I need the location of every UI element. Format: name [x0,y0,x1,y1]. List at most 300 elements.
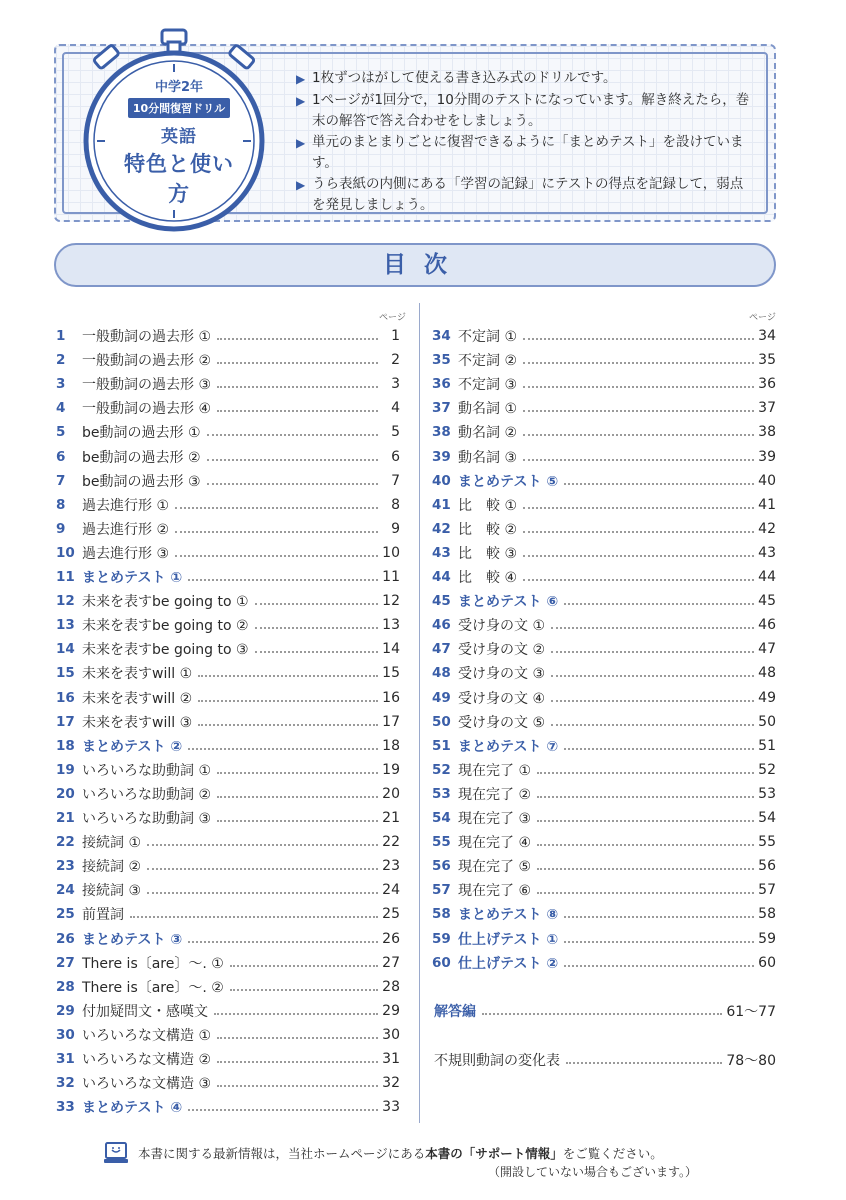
toc-title-text: 接続詞 ① [82,835,142,852]
toc-row [432,832,776,852]
leader-dots [188,579,378,581]
intro-text: 1枚ずつはがして使える書き込み式のドリルです。 [312,70,617,86]
leader-dots [523,507,754,509]
triangle-bullet-icon: ▶ [296,136,306,150]
toc-row [432,398,776,418]
toc-page-number: 58 [758,906,776,923]
toc-page-number: 13 [382,617,400,634]
toc-row [432,422,776,442]
toc-row [56,471,400,491]
leader-dots [207,459,378,461]
leader-dots [566,1062,722,1064]
toc-page-number: 34 [758,328,776,344]
toc-title-text: 現在完了 ② [458,786,532,803]
leader-dots [188,748,378,750]
toc-page-number: 5 [391,424,400,441]
toc-number: 3 [56,376,66,393]
toc-number: 35 [432,352,451,369]
toc-row [56,880,400,900]
toc-number: 6 [56,448,66,465]
toc-page-number: 43 [758,544,776,561]
toc-row [56,784,400,804]
toc-title-text: 不定詞 ① [458,329,518,345]
toc-title-text: be動詞の過去形 ① [82,425,201,442]
toc-row [56,374,400,394]
toc-number: 13 [56,617,75,634]
support-info-link[interactable]: 本書の「サポート情報」 [425,1146,563,1161]
toc-row [432,447,776,467]
leader-dots [175,555,378,557]
toc-number: 10 [56,544,75,561]
toc-title-text: 受け身の文 ⑤ [458,714,546,731]
toc-title-text: いろいろな助動詞 ③ [82,811,212,827]
toc-title-text: 動名詞 ③ [458,449,518,466]
toc-page-number: 25 [382,906,400,923]
toc-number: 52 [432,761,451,778]
toc-title-text: いろいろな文構造 ③ [82,1076,212,1093]
toc-page-number: 30 [382,1026,400,1043]
toc-page-number: 21 [382,810,400,826]
intro-text: 1ページが1回分で，10分間のテストになっています。解き終えたら，巻末の解答で答え合わせをしましょう。 [312,92,750,129]
toc-number: 42 [432,520,451,537]
intro-text: 単元のまとまりごとに復習できるように「まとめテスト」を設けています。 [312,134,744,171]
leader-dots [523,362,754,364]
toc-page-number: 36 [758,376,776,393]
toc-number: 16 [56,689,75,706]
toc-title-text: 未来を表すwill ② [82,690,193,707]
toc-row [56,688,400,708]
toc-title-text: まとめテスト ② [82,738,183,755]
toc-title-text: いろいろな文構造 ② [82,1052,212,1068]
toc-row [56,519,400,539]
leader-dots [551,651,754,653]
toc-number: 15 [56,665,75,682]
toc-number: 19 [56,761,75,778]
toc-number: 33 [56,1099,75,1116]
toc-row [56,712,400,732]
toc-number: 40 [432,472,451,489]
toc-title-text: 仕上げテスト ① [458,931,559,948]
toc-row [432,350,776,370]
toc-number: 28 [56,978,75,995]
leader-dots [551,700,754,702]
toc-row [432,929,776,949]
toc-title-text: 未来を表すwill ① [82,666,193,683]
leader-dots [564,941,754,943]
column-divider [419,303,420,1123]
toc-title-text: 動名詞 ① [458,401,518,418]
toc-page-number: 59 [758,930,776,947]
toc-number: 29 [56,1002,75,1019]
toc-title-text: 付加疑問文・感嘆文 [82,1003,208,1020]
toc-page-number: 15 [382,665,400,682]
toc-row [432,712,776,732]
toc-title-text: 現在完了 ⑤ [458,859,532,876]
toc-number: 36 [432,376,451,393]
toc-number: 43 [432,544,451,561]
footer-line-1 [138,1144,663,1162]
intro-text: うら表紙の内側にある「学習の記録」にテストの得点を記録して，弱点を発見しましょう。 [312,176,744,213]
toc-row [432,567,776,587]
toc-row [56,350,400,370]
toc-number: 32 [56,1075,75,1092]
toc-page-number: 44 [758,569,776,585]
leader-dots [207,434,378,436]
leader-dots [147,844,378,846]
leader-dots [537,820,754,822]
toc-page-number: 18 [382,737,400,754]
toc-page-number: 11 [382,569,400,585]
toc-number: 23 [56,858,75,875]
toc-row [432,471,776,491]
toc-title-text: まとめテスト ① [82,570,183,586]
toc-number: 50 [432,713,451,730]
leader-dots [217,338,378,340]
leader-dots [198,724,378,726]
toc-page-number: 8 [391,496,400,513]
toc-row [56,856,400,876]
toc-title-text: まとめテスト ④ [82,1100,183,1117]
toc-title-text: 未来を表すbe going to ② [82,618,249,635]
toc-row [432,688,776,708]
toc-page-number: 7 [391,472,400,489]
toc-row [56,904,400,924]
toc-number: 38 [432,424,451,441]
leader-dots [217,796,378,798]
leader-dots [207,483,378,485]
toc-row [56,615,400,635]
leader-dots [175,507,378,509]
toc-number: 39 [432,448,451,465]
toc-row [56,1073,400,1093]
toc-page-number: 33 [382,1099,400,1116]
toc-title-text: 比 較 ③ [458,545,518,562]
toc-number: 17 [56,713,75,730]
intro-item [296,174,756,216]
toc-number: 9 [56,520,66,537]
toc-title-text: まとめテスト ⑧ [458,907,559,924]
toc-title-text: 受け身の文 ② [458,642,546,659]
toc-title-text: 動名詞 ② [458,425,518,442]
toc-number: 60 [432,954,451,971]
toc-row [56,495,400,515]
toc-row [56,1025,400,1045]
toc-row [432,904,776,924]
toc-title-text: 接続詞 ③ [82,883,142,900]
toc-number: 47 [432,641,451,658]
toc-page-number: 4 [391,400,400,417]
toc-number: 59 [432,930,451,947]
toc-page-number: 39 [758,448,776,465]
toc-title-text: 未来を表すbe going to ① [82,594,249,611]
toc-title-text: 仕上げテスト ② [458,955,559,972]
toc-title-text: 受け身の文 ④ [458,690,546,707]
toc-page-number: 10 [382,544,400,561]
toc-row [56,953,400,973]
leader-dots [214,1013,378,1015]
toc-page-number: 24 [382,882,400,899]
footer-line-2: （開設していない場合もございます。） [488,1165,698,1179]
toc-row [56,663,400,683]
toc-number: 25 [56,906,75,923]
toc-title-text: 未来を表すbe going to ③ [82,642,249,659]
toc-title-text: まとめテスト ⑥ [458,594,559,611]
leader-dots [564,916,754,918]
leader-dots [217,1085,378,1087]
toc-extra-row [434,1050,776,1070]
toc-extra-row [434,1001,776,1021]
leader-dots [198,700,378,702]
toc-number: 31 [56,1051,75,1067]
toc-page-number: 46 [758,617,776,634]
toc-row [432,495,776,515]
toc-title-text: 一般動詞の過去形 ③ [82,377,212,394]
toc-row [56,567,400,587]
toc-title-bar [54,243,776,287]
toc-row [432,736,776,756]
leader-dots [255,627,378,629]
toc-page-number: 61～77 [726,1004,776,1020]
leader-dots [217,1037,378,1039]
grade-label: 中学2年 [154,80,204,95]
footer-text: 本書に関する最新情報は，当社ホームページにある [138,1146,426,1161]
toc-number: 8 [56,496,66,513]
intro-list [296,68,756,216]
leader-dots [217,386,378,388]
toc-title-text: 不規則動詞の変化表 [434,1053,560,1069]
page-column-label: ページ [379,313,406,323]
leader-dots [537,772,754,774]
toc-page-number: 26 [382,930,400,947]
toc-number: 46 [432,617,451,634]
triangle-bullet-icon: ▶ [296,94,306,108]
leader-dots [551,627,754,629]
leader-dots [217,362,378,364]
leader-dots [564,483,754,485]
leader-dots [523,459,754,461]
footer-text: をご覧ください。 [562,1146,663,1161]
toc-page-number: 55 [758,834,776,851]
toc-row [432,953,776,973]
toc-number: 30 [56,1026,75,1043]
toc-row [432,760,776,780]
leader-dots [537,844,754,846]
toc-row [432,663,776,683]
toc-title-text: 過去進行形 ③ [82,545,170,562]
toc-number: 58 [432,906,451,923]
intro-item [296,68,756,90]
toc-page-number: 38 [758,424,776,441]
toc-number: 20 [56,785,75,802]
leader-dots [147,892,378,894]
toc-row [432,856,776,876]
intro-item [296,90,756,132]
toc-number: 4 [56,400,66,417]
toc-page-number: 41 [758,496,776,513]
toc-number: 1 [56,328,66,344]
toc-title-text: 受け身の文 ③ [458,666,546,683]
toc-title-text: 現在完了 ① [458,762,532,779]
intro-item [296,132,756,174]
toc-row [432,639,776,659]
toc-title-text: There is〔are〕～. ② [82,979,224,996]
leader-dots [217,772,378,774]
toc-number: 44 [432,569,451,585]
toc-row [56,832,400,852]
leader-dots [230,965,378,967]
leader-dots [130,916,378,918]
toc-page-number: 48 [758,665,776,682]
toc-row [432,591,776,611]
toc-page-number: 42 [758,520,776,537]
leader-dots [551,724,754,726]
leader-dots [198,675,378,677]
toc-title-text: 比 較 ② [458,521,518,538]
toc-page-number: 37 [758,400,776,417]
toc-page-number: 9 [391,520,400,537]
leader-dots [537,892,754,894]
toc-number: 27 [56,954,75,971]
toc-row [56,398,400,418]
leader-dots [551,675,754,677]
toc-page-number: 12 [382,593,400,610]
triangle-bullet-icon: ▶ [296,178,306,192]
toc-page-number: 49 [758,689,776,706]
leader-dots [188,1109,378,1111]
toc-number: 26 [56,930,75,947]
toc-number: 41 [432,496,451,513]
toc-row [56,1049,400,1069]
leader-dots [255,651,378,653]
toc-number: 56 [432,858,451,875]
toc-row [56,929,400,949]
toc-row [56,760,400,780]
toc-number: 5 [56,424,66,441]
toc-title-text: いろいろな助動詞 ① [82,762,212,779]
toc-title-text: いろいろな助動詞 ② [82,786,212,803]
toc-number: 22 [56,834,75,851]
toc-title-text: 接続詞 ② [82,859,142,876]
feature-title: 特色と使い方 [124,152,234,206]
toc-row [432,326,776,346]
toc-row [56,808,400,828]
toc-page-number: 2 [391,352,400,369]
toc-page-number: 29 [382,1002,400,1019]
drill-name-tag: 10分間復習ドリル [128,98,230,118]
toc-row [56,591,400,611]
toc-page-number: 14 [382,641,400,658]
toc-title-text: まとめテスト ③ [82,931,183,948]
toc-row [432,519,776,539]
toc-title-text: 過去進行形 ② [82,521,170,538]
toc-title-text: 現在完了 ③ [458,811,532,827]
toc-page-number: 28 [382,978,400,995]
stopwatch-label [118,76,240,208]
leader-dots [523,338,754,340]
leader-dots [230,989,378,991]
toc-page-number: 50 [758,713,776,730]
toc-page-number: 19 [382,761,400,778]
toc-page-number: 47 [758,641,776,658]
toc-title-text: 一般動詞の過去形 ④ [82,401,212,418]
toc-title-text: 不定詞 ③ [458,377,518,394]
toc-number: 55 [432,834,451,851]
toc-title-text: 未来を表すwill ③ [82,714,193,731]
toc-number: 21 [56,810,75,826]
toc-number: 2 [56,352,66,369]
leader-dots [523,386,754,388]
toc-row [56,326,400,346]
leader-dots [217,820,378,822]
toc-row [56,422,400,442]
toc-title-text: be動詞の過去形 ② [82,449,201,466]
leader-dots [523,434,754,436]
subject-label: 英語 [161,127,197,147]
leader-dots [175,531,378,533]
toc-number: 11 [56,569,75,585]
toc-page-number: 31 [382,1051,400,1067]
toc-page-number: 60 [758,954,776,971]
toc-number: 57 [432,882,451,899]
toc-title-text: 受け身の文 ① [458,618,546,635]
toc-title-text: まとめテスト ⑦ [458,738,559,755]
toc-page-number: 40 [758,472,776,489]
toc-page-number: 27 [382,954,400,971]
toc-page-number: 56 [758,858,776,875]
toc-row [56,639,400,659]
toc-title-text: 比 較 ④ [458,570,518,586]
toc-number: 45 [432,593,451,610]
toc-page-number: 57 [758,882,776,899]
toc-title: 目次 [383,252,465,278]
toc-page-number: 16 [382,689,400,706]
toc-number: 37 [432,400,451,417]
toc-row [432,784,776,804]
leader-dots [564,603,754,605]
toc-title-text: 一般動詞の過去形 ① [82,329,212,345]
toc-page-number: 53 [758,785,776,802]
toc-row [56,543,400,563]
toc-title-text: 解答編 [434,1004,476,1020]
toc-page-number: 3 [391,376,400,393]
leader-dots [523,579,754,581]
toc-number: 14 [56,641,75,658]
toc-title-text: 一般動詞の過去形 ② [82,353,212,370]
leader-dots [537,868,754,870]
toc-page-number: 6 [391,448,400,465]
leader-dots [523,555,754,557]
toc-page-number: 45 [758,593,776,610]
leader-dots [217,410,378,412]
toc-page-number: 51 [758,737,776,754]
toc-title-text: いろいろな文構造 ① [82,1027,212,1044]
toc-number: 18 [56,737,75,754]
toc-page-number: 35 [758,352,776,369]
toc-number: 7 [56,472,66,489]
triangle-bullet-icon: ▶ [296,72,306,86]
computer-icon [104,1142,128,1164]
toc-title-text: 現在完了 ⑥ [458,883,532,900]
toc-number: 34 [432,328,451,344]
toc-row [432,374,776,394]
leader-dots [217,1061,378,1063]
toc-number: 49 [432,689,451,706]
leader-dots [147,868,378,870]
leader-dots [482,1013,722,1015]
toc-number: 51 [432,737,451,754]
toc-row [432,615,776,635]
toc-title-text: 過去進行形 ① [82,497,170,514]
